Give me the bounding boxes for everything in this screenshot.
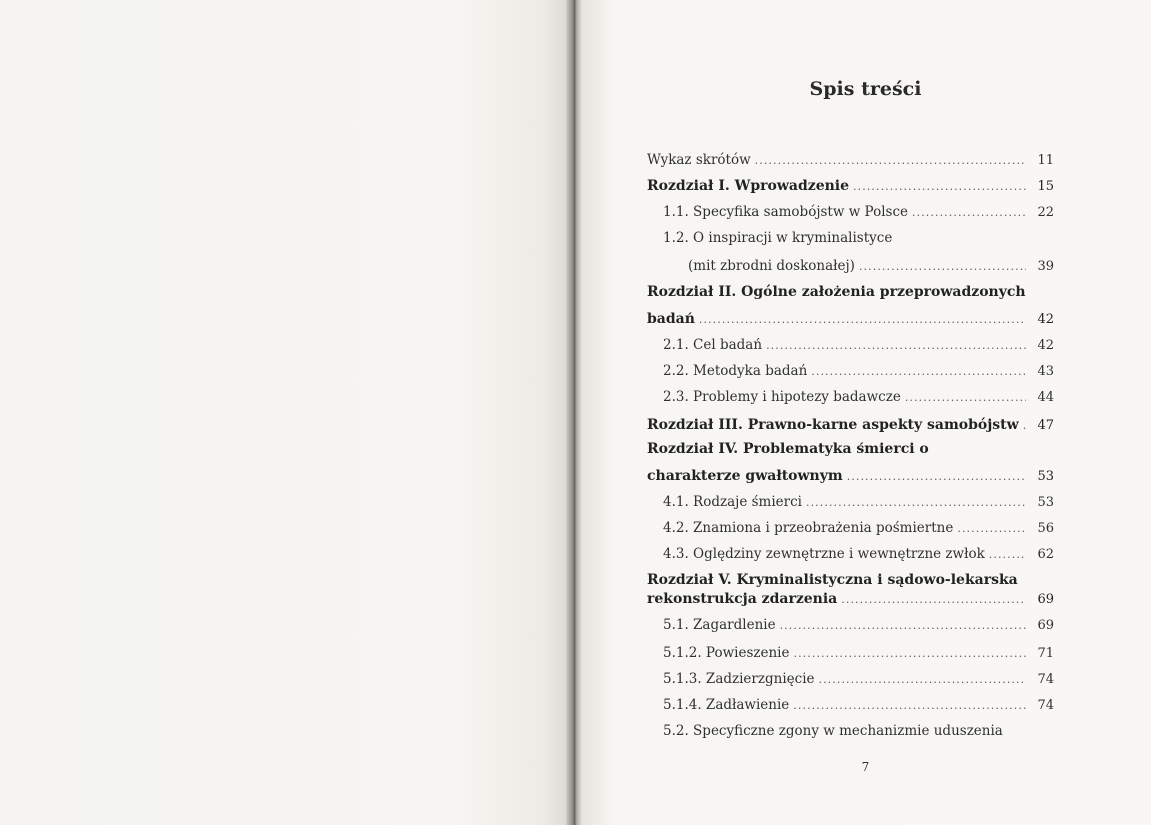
toc-entry-label: 4.3. Oględziny zewnętrzne i wewnętrzne zwłok [663, 546, 985, 562]
toc-entry-page: 39 [1037, 259, 1054, 274]
toc-entry-page: 11 [1037, 153, 1054, 168]
toc-entry [663, 337, 1054, 354]
leader-dots [793, 698, 1026, 714]
toc-entry-page: 42 [1037, 338, 1054, 353]
leader-dots [811, 364, 1026, 380]
toc-chapter [647, 311, 1054, 328]
toc-entry-page: 53 [1037, 469, 1054, 484]
toc-entry [663, 204, 1054, 221]
book-gutter [566, 0, 582, 825]
leader-dots [841, 592, 1026, 608]
toc-chapter-label: Rozdział IV. Problematyka śmierci o [647, 441, 929, 457]
page-number: 7 [861, 760, 870, 774]
toc-entry [663, 617, 1054, 634]
toc-entry-page: 69 [1037, 592, 1054, 607]
toc-entry-page: 74 [1037, 698, 1054, 713]
toc-entry-label: Rozdział III. Prawno-karne aspekty samobójstw [647, 417, 1019, 433]
toc-entry-page: 69 [1037, 618, 1054, 633]
leader-dots [780, 618, 1026, 634]
toc-entry-page: 74 [1037, 672, 1054, 687]
leader-dots [766, 338, 1026, 354]
toc-entry-page: 56 [1037, 521, 1054, 536]
toc-entry-label: 2.3. Problemy i hipotezy badawcze [663, 389, 901, 405]
toc-entry-label: 5.1.3. Zadzierzgnięcie [663, 671, 815, 687]
leader-dots [859, 259, 1026, 275]
toc-entry-label: 2.1. Cel badań [663, 337, 763, 353]
leader-dots [912, 205, 1026, 221]
toc-entry-continuation: (mit zbrodni doskonałej) [688, 258, 855, 274]
toc-chapter-label: Rozdział II. Ogólne założenia przeprowadzonych [647, 284, 1026, 300]
toc-entry-label: 4.1. Rodzaje śmierci [663, 494, 802, 510]
toc-chapter [647, 591, 1054, 608]
toc-entry [663, 494, 1054, 511]
toc-entry [647, 152, 1054, 169]
leader-dots [1023, 418, 1026, 434]
toc-entry-page: 43 [1037, 364, 1054, 379]
leader-dots [699, 312, 1026, 328]
toc-entry-page: 22 [1037, 205, 1054, 220]
leader-dots [989, 547, 1026, 563]
toc-entry [663, 363, 1054, 380]
toc-entry-page: 15 [1037, 179, 1054, 194]
toc-entry-label: 1.1. Specyfika samobójstw w Polsce [663, 204, 909, 220]
leader-dots [905, 390, 1026, 406]
toc-entry-page: 71 [1037, 646, 1054, 661]
left-page-blank [0, 0, 571, 825]
toc-entry-page: 47 [1037, 418, 1054, 433]
leader-dots [847, 469, 1026, 485]
leader-dots [794, 646, 1027, 662]
toc-entry [663, 671, 1054, 688]
toc-entry-label: 5.1.2. Powieszenie [663, 645, 790, 661]
toc-entry-label: 5.1.4. Zadławienie [663, 697, 790, 713]
toc-chapter [647, 417, 1054, 434]
toc-entry-label: 4.2. Znamiona i przeobrażenia pośmiertne [663, 520, 954, 536]
leader-dots [957, 521, 1026, 537]
toc-entry-page: 44 [1037, 390, 1054, 405]
toc-entry-page: 53 [1037, 495, 1054, 510]
toc-entry-label: Wykaz skrótów [647, 152, 751, 168]
toc-entry [663, 546, 1054, 563]
toc-entry-page: 62 [1037, 547, 1054, 562]
toc-entry-continuation: badań [647, 311, 695, 327]
toc-entry-label: 5.1. Zagardlenie [663, 617, 776, 633]
toc-entry [663, 697, 1054, 714]
toc-entry-label: 2.2. Metodyka badań [663, 363, 808, 379]
leader-dots [819, 672, 1027, 688]
toc-chapter-label: Rozdział V. Kryminalistyczna i sądowo-lekarska [647, 572, 1018, 588]
toc-entry-page: 42 [1037, 312, 1054, 327]
leader-dots [755, 153, 1026, 169]
leader-dots [806, 495, 1026, 511]
toc-entry [663, 645, 1054, 662]
toc-entry-label: Rozdział I. Wprowadzenie [647, 178, 850, 194]
leader-dots [853, 179, 1026, 195]
toc-entry [663, 389, 1054, 406]
toc-chapter [647, 178, 1054, 195]
toc-entry-label: 1.2. O inspiracji w kryminalistyce [663, 230, 893, 246]
toc-entry-label: 5.2. Specyficzne zgony w mechanizmie uduszenia [663, 723, 1003, 739]
toc-entry [688, 258, 1054, 275]
toc-chapter [647, 468, 1054, 485]
toc-entry [663, 520, 1054, 537]
toc-entry-continuation: rekonstrukcja zdarzenia [647, 591, 838, 607]
right-page [580, 0, 1151, 825]
toc-title: Spis treści [809, 78, 922, 100]
toc-entry-continuation: charakterze gwałtownym [647, 468, 843, 484]
